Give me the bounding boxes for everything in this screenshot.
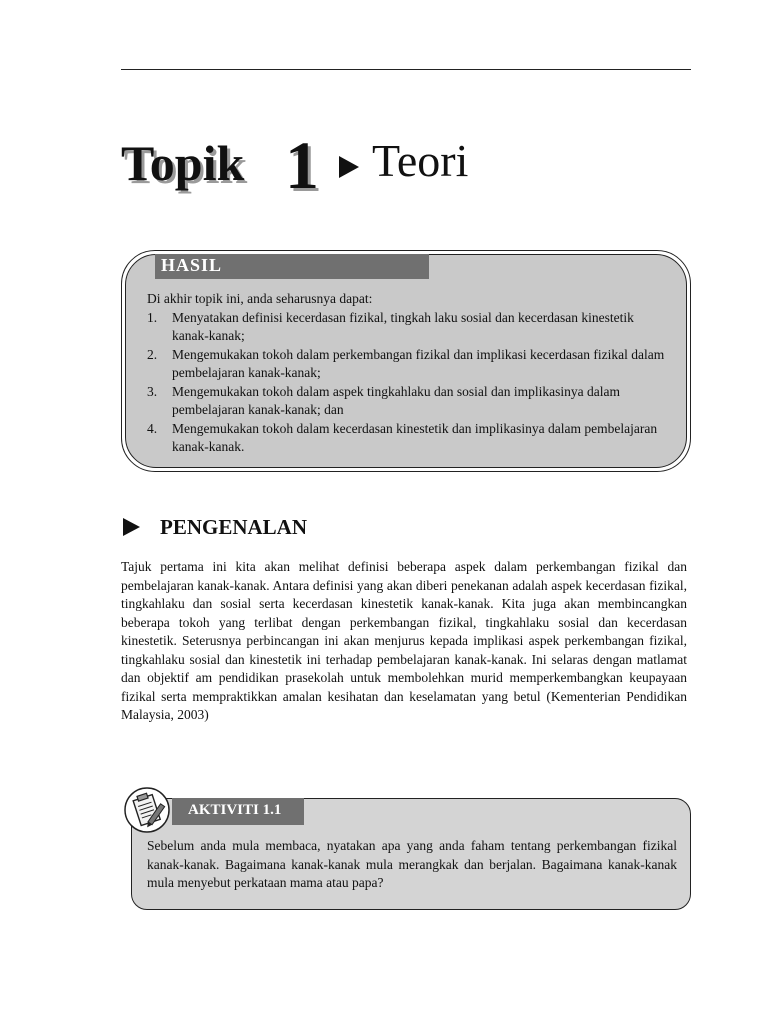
hasil-item-text: Mengemukakan tokoh dalam aspek tingkahlaku dan sosial dan implikasinya dalam pembelajaran kanak-kanak; dan (172, 383, 621, 417)
hasil-label: HASIL (161, 255, 223, 275)
hasil-item-number: 1. (147, 309, 158, 325)
hasil-list (147, 309, 667, 457)
topic-word: Topik (121, 135, 245, 191)
hasil-tab (155, 254, 429, 279)
topic-number: 1 (285, 127, 319, 203)
hasil-item (147, 346, 667, 383)
triangle-right-icon (339, 156, 359, 178)
topic-name: Teori (372, 135, 469, 186)
hasil-item (147, 309, 667, 346)
triangle-right-icon (123, 518, 140, 536)
pengenalan-paragraph: Tajuk pertama ini kita akan melihat definisi beberapa aspek dalam perkembangan fizikal dan pembelajaran kanak-kanak. Antara definisi yang akan diberi penekanan adalah aspek kecerdasan fizikal, tingkahlaku dan sosial serta kecerdasan kinestetik kanak-kanak. Kita juga akan membincangkan beberapa tokoh yang terlibat dengan perkembangan fizikal, tingkahlaku sosial dan kecerdasan kinestetik. Seterusnya perbincangan ini akan menjurus kepada implikasi aspek perkembangan fizikal, tingkahlaku sosial dan kinestetik ini terhadap pembelajaran kanak-kanak. Ini selaras dengan matlamat dan objektif am pendidikan prasekolah untuk membolehkan murid memperkembangkan keupayaan fizikal serta mempraktikkan amalan kesihatan dan keselamatan yang betul (Kementerian Pendidikan Malaysia, 2003) (121, 559, 687, 722)
aktiviti-label: AKTIVITI 1.1 (188, 802, 282, 818)
aktiviti-tab (172, 798, 304, 825)
hasil-item-text: Mengemukakan tokoh dalam perkembangan fizikal dan implikasi kecerdasan fizikal dalam pembelajaran kanak-kanak; (172, 346, 665, 380)
hasil-intro: Di akhir topik ini, anda seharusnya dapat: (147, 291, 373, 306)
hasil-content (147, 290, 667, 457)
aktiviti-text: Sebelum anda mula membaca, nyatakan apa yang anda faham tentang perkembangan fizikal kanak-kanak. Bagaimana kanak-kanak mula merangkak dan berjalan. Bagaimana kanak-kanak mula menyebut perkataan mama atau papa? (147, 838, 677, 890)
hasil-item-number: 3. (147, 383, 158, 399)
clipboard-pencil-icon (122, 785, 172, 835)
hasil-item-number: 4. (147, 420, 158, 436)
hasil-item-text: Menyatakan definisi kecerdasan fizikal, tingkah laku sosial dan kecerdasan kinestetik kanak-kanak; (172, 309, 634, 343)
hasil-item (147, 383, 667, 420)
pengenalan-title: PENGENALAN (160, 515, 308, 539)
hasil-item (147, 420, 667, 457)
header-rule (121, 69, 691, 70)
hasil-item-text: Mengemukakan tokoh dalam kecerdasan kinestetik dan implikasinya dalam pembelajaran kanak-kanak. (172, 420, 658, 454)
hasil-item-number: 2. (147, 346, 158, 362)
